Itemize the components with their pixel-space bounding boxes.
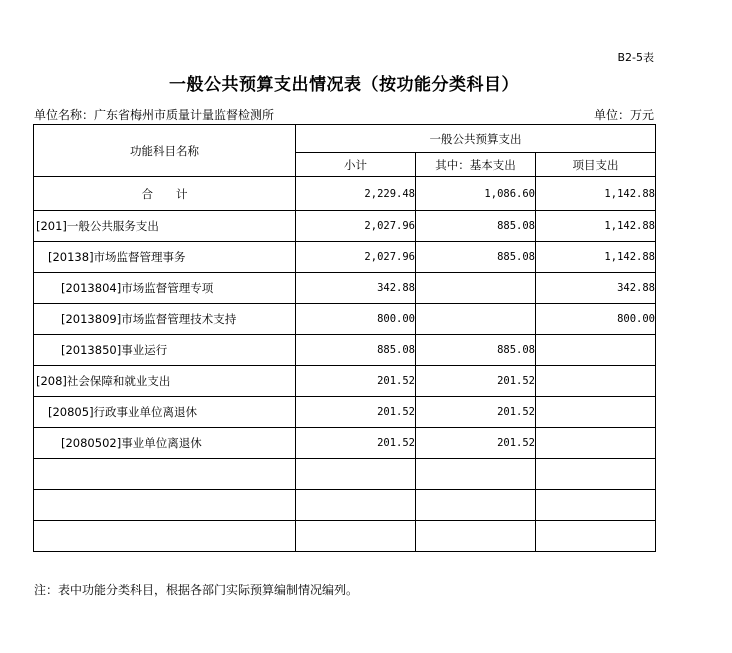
row-basic-expenditure: [416, 304, 536, 335]
row-basic-expenditure: 885.08: [416, 242, 536, 273]
row-basic-expenditure: 201.52: [416, 397, 536, 428]
row-project-expenditure: 342.88: [536, 273, 656, 304]
table-row: [34, 428, 656, 459]
row-basic-expenditure: 885.08: [416, 335, 536, 366]
row-function-name: [2080502]事业单位离退休: [34, 428, 296, 459]
total-row: [34, 177, 656, 211]
table-header-row: [34, 125, 656, 153]
row-subtotal: 2,027.96: [296, 242, 416, 273]
table-row: [34, 397, 656, 428]
table-row: [34, 521, 656, 552]
total-project: 1,142.88: [536, 177, 656, 211]
row-subtotal: [296, 490, 416, 521]
row-subtotal: [296, 459, 416, 490]
row-function-name: [2013850]事业运行: [34, 335, 296, 366]
row-project-expenditure: [536, 490, 656, 521]
row-subtotal: [296, 521, 416, 552]
total-label: 合 计: [34, 177, 296, 211]
row-subtotal: 201.52: [296, 366, 416, 397]
row-project-expenditure: [536, 397, 656, 428]
row-basic-expenditure: 201.52: [416, 366, 536, 397]
row-basic-expenditure: [416, 459, 536, 490]
row-project-expenditure: [536, 459, 656, 490]
row-project-expenditure: [536, 428, 656, 459]
row-subtotal: 2,027.96: [296, 211, 416, 242]
row-subtotal: 800.00: [296, 304, 416, 335]
header-project-expenditure: 项目支出: [536, 153, 656, 177]
row-function-name: [20805]行政事业单位离退休: [34, 397, 296, 428]
footnote: 注：表中功能分类科目，根据各部门实际预算编制情况编列。: [34, 583, 359, 597]
form-code: B2-5表: [617, 51, 654, 64]
row-subtotal: 885.08: [296, 335, 416, 366]
row-basic-expenditure: [416, 490, 536, 521]
page-title: 一般公共预算支出情况表（按功能分类科目）: [169, 75, 519, 95]
row-project-expenditure: 1,142.88: [536, 211, 656, 242]
row-function-name: [208]社会保障和就业支出: [34, 366, 296, 397]
row-function-name: [2013809]市场监督管理技术支持: [34, 304, 296, 335]
row-function-name: [201]一般公共服务支出: [34, 211, 296, 242]
row-project-expenditure: 800.00: [536, 304, 656, 335]
row-function-name: [34, 490, 296, 521]
table-row: [34, 273, 656, 304]
table-row: [34, 490, 656, 521]
row-function-name: [34, 459, 296, 490]
table-row: [34, 304, 656, 335]
row-function-name: [34, 521, 296, 552]
row-basic-expenditure: 885.08: [416, 211, 536, 242]
row-project-expenditure: [536, 521, 656, 552]
header-basic-expenditure: 其中：基本支出: [416, 153, 536, 177]
row-function-name: [2013804]市场监督管理专项: [34, 273, 296, 304]
currency-unit-label: 单位：万元: [593, 108, 654, 122]
row-project-expenditure: [536, 366, 656, 397]
row-subtotal: 201.52: [296, 428, 416, 459]
table-row: [34, 366, 656, 397]
table-row: [34, 459, 656, 490]
expenditure-table: [33, 124, 656, 552]
table-row: [34, 335, 656, 366]
table-row: [34, 211, 656, 242]
table-row: [34, 242, 656, 273]
total-basic: 1,086.60: [416, 177, 536, 211]
row-subtotal: 342.88: [296, 273, 416, 304]
row-project-expenditure: 1,142.88: [536, 242, 656, 273]
header-general-budget: 一般公共预算支出: [296, 125, 656, 153]
unit-name-label: 单位名称：广东省梅州市质量计量监督检测所: [34, 108, 275, 122]
row-basic-expenditure: [416, 273, 536, 304]
header-function-name: 功能科目名称: [34, 125, 296, 177]
row-subtotal: 201.52: [296, 397, 416, 428]
row-basic-expenditure: 201.52: [416, 428, 536, 459]
header-subtotal: 小计: [296, 153, 416, 177]
row-basic-expenditure: [416, 521, 536, 552]
row-function-name: [20138]市场监督管理事务: [34, 242, 296, 273]
total-subtotal: 2,229.48: [296, 177, 416, 211]
row-project-expenditure: [536, 335, 656, 366]
